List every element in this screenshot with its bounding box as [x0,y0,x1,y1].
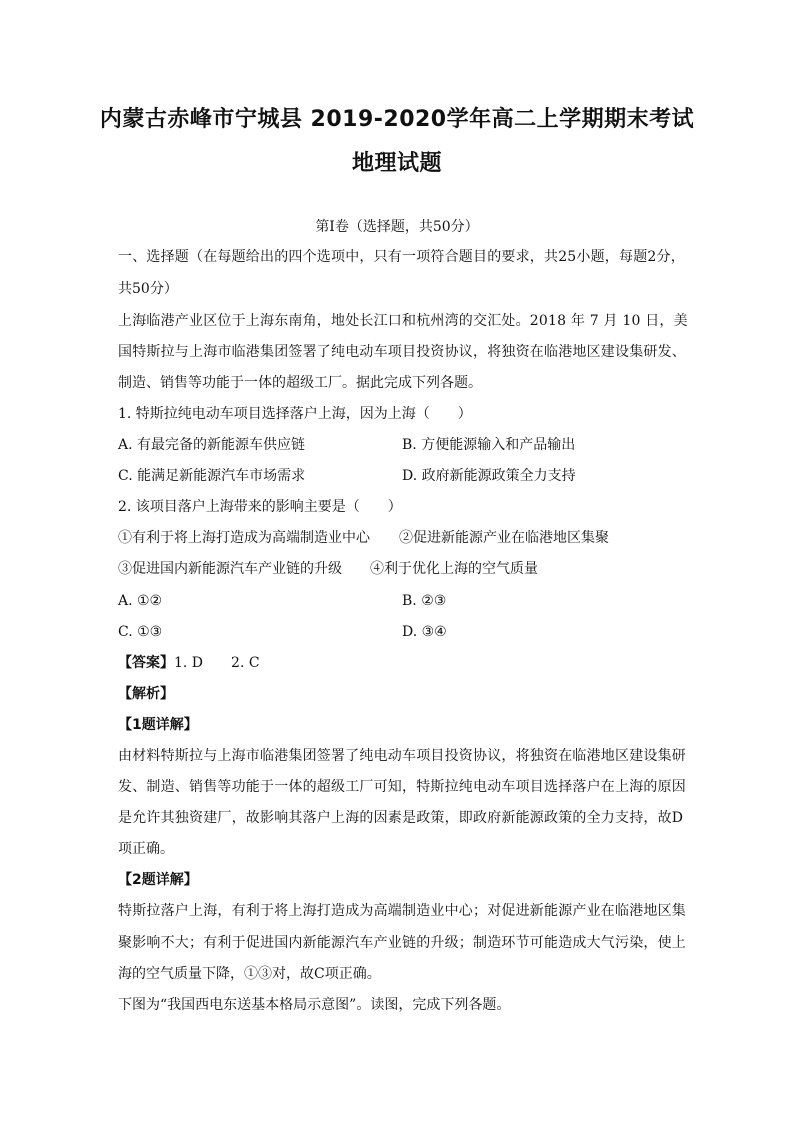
section-header: 第Ⅰ卷（选择题，共50分） [315,219,479,235]
question-1-stem: 1. 特斯拉纯电动车项目选择落户上海，因为上海（ ） [118,406,472,422]
question-2-statement-4: ④利于优化上海的空气质量 [370,561,538,577]
question-1-option-c: C. 能满足新能源汽车市场需求 [118,468,306,484]
detail-1-line-4: 项正确。 [118,841,174,857]
instructions-line-1: 一、选择题（在每题给出的四个选项中，只有一项符合题目的要求，共25小题，每题2分， [118,249,685,265]
material-line-2: 国特斯拉与上海市临港集团签署了纯电动车项目投资协议，将独资在临港地区建设集研发、 [118,344,686,360]
question-2-option-c: C. ①③ [118,624,163,640]
detail-2-line-1: 特斯拉落户上海，有利于将上海打造成为高端制造业中心；对促进新能源产业在临港地区集 [118,903,686,919]
question-2-option-a: A. ①② [118,593,163,609]
detail-2-label: 【2题详解】 [118,872,198,888]
question-2-option-b: B. ②③ [402,593,447,609]
question-2-stem: 2. 该项目落户上海带来的影响主要是（ ） [118,499,402,515]
detail-1-label: 【1题详解】 [118,717,198,733]
question-1-option-b: B. 方便能源输入和产品输出 [402,437,576,453]
question-2-statement-1: ①有利于将上海打造成为高端制造业中心 [118,530,370,546]
question-1-option-d: D. 政府新能源政策全力支持 [402,468,576,484]
analysis-label: 【解析】 [118,686,174,702]
answer-label: 【答案】 [118,655,174,671]
material-line-1: 上海临港产业区位于上海东南角，地处长江口和杭州湾的交汇处。2018 年 7 月 10 日，美 [118,313,688,329]
detail-1-line-1: 由材料特斯拉与上海市临港集团签署了纯电动车项目投资协议，将独资在临港地区建设集研 [118,748,686,764]
material-line-3: 制造、销售等功能于一体的超级工厂。据此完成下列各题。 [118,375,482,391]
question-2-statement-2: ②促进新能源产业在临港地区集聚 [399,530,609,546]
detail-1-line-2: 发、制造、销售等功能于一体的超级工厂可知，特斯拉纯电动车项目选择落户在上海的原因 [118,779,686,795]
answer-line [118,653,678,673]
question-2-statement-3: ③促进国内新能源汽车产业链的升级 [118,561,342,577]
instructions-line-2: 共50分） [118,281,178,297]
question-2-option-d: D. ③④ [402,624,447,640]
detail-1-line-3: 是允许其独资建厂，故影响其落户上海的因素是政策，即政府新能源政策的全力支持，故D [118,810,684,826]
exam-subject: 地理试题 [351,151,442,176]
next-question-intro: 下图为“我国西电东送基本格局示意图”。读图，完成下列各题。 [118,997,511,1013]
detail-2-line-2: 聚影响不大；有利于促进国内新能源汽车产业链的升级；制造环节可能造成大气污染，使上 [118,935,686,951]
exam-title: 内蒙古赤峰市宁城县 2019-2020学年高二上学期期末考试 [99,107,695,132]
answer-text: 1. D 2. C [174,655,260,671]
detail-2-line-3: 海的空气质量下降，①③对，故C项正确。 [118,966,381,982]
question-1-option-a: A. 有最完备的新能源车供应链 [118,437,306,453]
